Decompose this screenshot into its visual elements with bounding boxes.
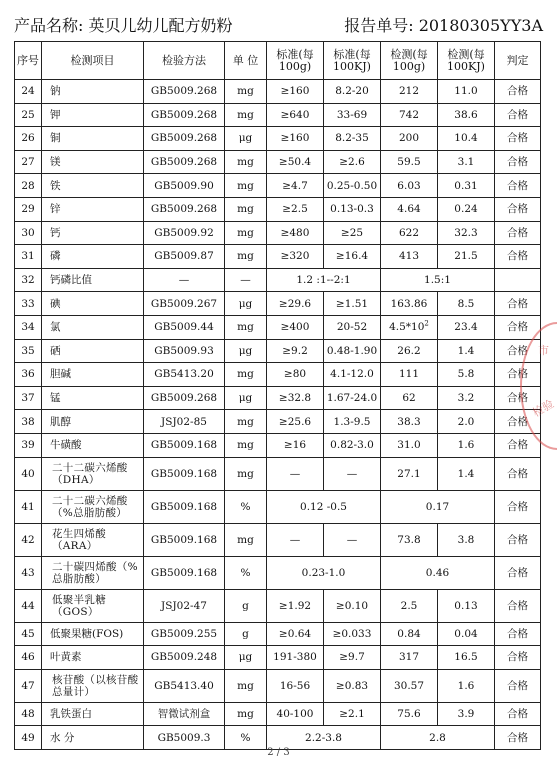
verdict: 合格 [495,622,541,646]
test-item: 二十碳四烯酸（%总脂肪酸） [42,556,144,589]
test-item: 钠 [42,80,144,104]
result-per-100kj: 1.6 [438,433,495,457]
result-per-100g: 38.3 [381,410,438,434]
col-header-item: 检测项目 [42,42,144,80]
unit: mg [225,433,267,457]
result-per-100kj: 16.5 [438,646,495,670]
row-number: 35 [15,339,42,363]
result-per-100g: 73.8 [381,523,438,556]
test-item: 铁 [42,174,144,198]
table-row [15,556,541,589]
result-per-100g: 4.64 [381,197,438,221]
standard-range: 0.12 -0.5 [267,490,381,523]
unit: mg [225,103,267,127]
result-per-100kj: 3.9 [438,702,495,726]
col-header-std-100g: 标准(每100g) [267,42,324,80]
test-method: GB5009.168 [144,523,225,556]
table-row [15,221,541,245]
row-number: 29 [15,197,42,221]
result-per-100g: 75.6 [381,702,438,726]
standard-per-100g: ≥9.2 [267,339,324,363]
standard-per-100kj: 0.13-0.3 [324,197,381,221]
verdict: 合格 [495,197,541,221]
row-number: 25 [15,103,42,127]
test-item: 钙 [42,221,144,245]
test-method: GB5413.40 [144,669,225,702]
row-number: 26 [15,127,42,151]
unit: mg [225,523,267,556]
unit: mg [225,457,267,490]
standard-per-100g: 16-56 [267,669,324,702]
table-row [15,410,541,434]
table-row [15,268,541,292]
report-number: 报告单号: 20180305YY3A [344,16,543,35]
table-row [15,523,541,556]
result-per-100kj: 5.8 [438,363,495,387]
row-number: 43 [15,556,42,589]
verdict: 合格 [495,339,541,363]
result-per-100g: $4.5*10^2$ [381,315,438,339]
result-per-100g: 62 [381,386,438,410]
result-per-100kj: 1.4 [438,339,495,363]
verdict: 合格 [495,315,541,339]
test-method: GB5009.44 [144,315,225,339]
verdict: 合格 [495,292,541,316]
standard-per-100kj: 0.48-1.90 [324,339,381,363]
table-row [15,245,541,269]
result-per-100kj: 0.31 [438,174,495,198]
standard-per-100kj: 4.1-12.0 [324,363,381,387]
table-row [15,292,541,316]
verdict: 合格 [495,457,541,490]
standard-per-100g: 40-100 [267,702,324,726]
standard-per-100g: 191-380 [267,646,324,670]
test-method: GB5009.248 [144,646,225,670]
verdict: 合格 [495,127,541,151]
verdict: 合格 [495,523,541,556]
verdict: 合格 [495,174,541,198]
standard-per-100kj: 0.25-0.50 [324,174,381,198]
table-row [15,150,541,174]
test-method: GB5009.168 [144,433,225,457]
row-number: 46 [15,646,42,670]
result-per-100g: 6.03 [381,174,438,198]
result-per-100kj: 1.4 [438,457,495,490]
col-header-method: 检验方法 [144,42,225,80]
standard-per-100g: ≥29.6 [267,292,324,316]
verdict: 合格 [495,589,541,622]
test-item: 碘 [42,292,144,316]
standard-per-100kj: 20-52 [324,315,381,339]
verdict: 合格 [495,245,541,269]
table-row [15,315,541,339]
product-name: 产品名称: 英贝儿幼儿配方奶粉 [14,16,233,35]
result-per-100g: 742 [381,103,438,127]
test-method: GB5009.268 [144,80,225,104]
table-row [15,363,541,387]
result-per-100kj: 0.04 [438,622,495,646]
table-row [15,622,541,646]
col-header-no: 序号 [15,42,42,80]
test-method: GB5009.168 [144,457,225,490]
test-method: GB5009.87 [144,245,225,269]
result-per-100g: 317 [381,646,438,670]
superscript-exponent: 2 [424,319,429,328]
unit: mg [225,197,267,221]
test-method: GB5009.3 [144,726,225,750]
result-per-100kj: 3.8 [438,523,495,556]
verdict: 合格 [495,386,541,410]
standard-per-100g: ≥2.5 [267,197,324,221]
result-per-100kj: 0.24 [438,197,495,221]
standard-range: 2.2-3.8 [267,726,381,750]
col-header-verdict: 判定 [495,42,541,80]
standard-per-100g: ≥0.64 [267,622,324,646]
result-per-100kj: 10.4 [438,127,495,151]
verdict: 合格 [495,646,541,670]
standard-per-100kj: — [324,457,381,490]
row-number: 42 [15,523,42,556]
table-row [15,174,541,198]
unit: g [225,622,267,646]
test-item: 肌醇 [42,410,144,434]
result-per-100kj: 32.3 [438,221,495,245]
row-number: 24 [15,80,42,104]
row-number: 28 [15,174,42,198]
row-number: 49 [15,726,42,750]
standard-per-100kj: ≥9.7 [324,646,381,670]
test-method: GB5009.268 [144,103,225,127]
test-item: 胆碱 [42,363,144,387]
result-value: 0.17 [381,490,495,523]
result-per-100kj: 1.6 [438,669,495,702]
standard-per-100kj: 33-69 [324,103,381,127]
test-item: 钙磷比值 [42,268,144,292]
result-per-100g: 26.2 [381,339,438,363]
result-per-100g: 413 [381,245,438,269]
test-item: 锰 [42,386,144,410]
unit: % [225,726,267,750]
stamp-text-top: 市 [538,344,549,357]
col-header-res-100g: 检测(每100g) [381,42,438,80]
unit: mg [225,221,267,245]
result-per-100g: 0.84 [381,622,438,646]
table-row [15,433,541,457]
standard-per-100kj: ≥1.51 [324,292,381,316]
unit: μg [225,339,267,363]
standard-per-100g: ≥50.4 [267,150,324,174]
standard-per-100g: — [267,457,324,490]
test-method: GB5009.90 [144,174,225,198]
row-number: 27 [15,150,42,174]
test-item: 低聚半乳糖（GOS） [42,589,144,622]
unit: μg [225,292,267,316]
table-row [15,103,541,127]
result-per-100g: 212 [381,80,438,104]
result-per-100g: 200 [381,127,438,151]
standard-per-100kj: ≥0.033 [324,622,381,646]
row-number: 32 [15,268,42,292]
test-method: GB5009.268 [144,127,225,151]
standard-per-100kj: 1.67-24.0 [324,386,381,410]
result-per-100kj: 38.6 [438,103,495,127]
standard-per-100kj: ≥2.1 [324,702,381,726]
table-row [15,339,541,363]
standard-per-100kj: ≥25 [324,221,381,245]
test-method: 智微试剂盒 [144,702,225,726]
stamp-text-bottom: 检验 [530,397,557,420]
test-item: 水 分 [42,726,144,750]
standard-per-100g: — [267,523,324,556]
result-per-100g: 31.0 [381,433,438,457]
test-method: GB5009.168 [144,490,225,523]
test-item: 二十二碳六烯酸（DHA） [42,457,144,490]
standard-per-100g: ≥32.8 [267,386,324,410]
standard-per-100kj: ≥0.83 [324,669,381,702]
standard-per-100kj: 8.2-20 [324,80,381,104]
test-item: 乳铁蛋白 [42,702,144,726]
test-method: GB5009.268 [144,386,225,410]
verdict: 合格 [495,490,541,523]
test-item: 低聚果糖(FOS) [42,622,144,646]
result-per-100kj: 11.0 [438,80,495,104]
unit: — [225,268,267,292]
row-number: 37 [15,386,42,410]
standard-per-100g: ≥400 [267,315,324,339]
result-value: 0.46 [381,556,495,589]
verdict: 合格 [495,80,541,104]
row-number: 41 [15,490,42,523]
row-number: 31 [15,245,42,269]
table-header-row [15,42,541,80]
test-method: GB5009.268 [144,150,225,174]
result-per-100kj: 23.4 [438,315,495,339]
result-per-100g: 59.5 [381,150,438,174]
standard-per-100kj: ≥16.4 [324,245,381,269]
table-row [15,669,541,702]
test-method: GB5009.268 [144,197,225,221]
verdict: 合格 [495,103,541,127]
result-value: 1.5:1 [381,268,495,292]
test-item: 核苷酸（以核苷酸总量计） [42,669,144,702]
test-method: GB5009.168 [144,556,225,589]
standard-per-100g: ≥160 [267,127,324,151]
row-number: 39 [15,433,42,457]
standard-per-100g: ≥1.92 [267,589,324,622]
unit: μg [225,127,267,151]
test-item: 钾 [42,103,144,127]
table-row [15,589,541,622]
row-number: 44 [15,589,42,622]
standard-per-100kj: ≥0.10 [324,589,381,622]
unit: mg [225,702,267,726]
test-method: GB5009.267 [144,292,225,316]
row-number: 40 [15,457,42,490]
test-method: — [144,268,225,292]
standard-per-100g: ≥480 [267,221,324,245]
row-number: 33 [15,292,42,316]
row-number: 36 [15,363,42,387]
result-per-100g: 27.1 [381,457,438,490]
unit: % [225,490,267,523]
result-per-100kj: 2.0 [438,410,495,434]
test-item: 叶黄素 [42,646,144,670]
unit: mg [225,150,267,174]
standard-range: 0.23-1.0 [267,556,381,589]
col-header-std-100kj: 标准(每100KJ) [324,42,381,80]
result-per-100kj: 21.5 [438,245,495,269]
unit: mg [225,410,267,434]
table-row [15,80,541,104]
standard-range: 1.2 :1--2:1 [267,268,381,292]
row-number: 38 [15,410,42,434]
result-per-100g: 622 [381,221,438,245]
test-item: 锌 [42,197,144,221]
page-number: 2 / 3 [267,747,290,758]
col-header-unit: 单 位 [225,42,267,80]
test-item: 铜 [42,127,144,151]
verdict: 合格 [495,150,541,174]
unit: mg [225,669,267,702]
test-item: 花生四烯酸（ARA） [42,523,144,556]
unit: μg [225,646,267,670]
unit: % [225,556,267,589]
standard-per-100g: ≥640 [267,103,324,127]
test-item: 镁 [42,150,144,174]
unit: mg [225,80,267,104]
table-row [15,197,541,221]
test-method: JSJ02-47 [144,589,225,622]
standard-per-100g: ≥160 [267,80,324,104]
test-method: JSJ02-85 [144,410,225,434]
verdict: 合格 [495,702,541,726]
test-method: GB5009.93 [144,339,225,363]
result-per-100g: 30.57 [381,669,438,702]
table-row [15,127,541,151]
result-per-100g: 163.86 [381,292,438,316]
result-per-100g: 111 [381,363,438,387]
test-item: 氯 [42,315,144,339]
result-per-100kj: 3.1 [438,150,495,174]
standard-per-100kj: — [324,523,381,556]
verdict: 合格 [495,726,541,750]
verdict [495,268,541,292]
unit: g [225,589,267,622]
test-item: 牛磺酸 [42,433,144,457]
row-number: 30 [15,221,42,245]
test-results-table [14,41,541,750]
verdict: 合格 [495,363,541,387]
standard-per-100g: ≥80 [267,363,324,387]
unit: mg [225,245,267,269]
table-row [15,386,541,410]
result-per-100g: 2.5 [381,589,438,622]
test-method: GB5009.255 [144,622,225,646]
verdict: 合格 [495,669,541,702]
verdict: 合格 [495,433,541,457]
col-header-res-100kj: 检测(每100KJ) [438,42,495,80]
standard-per-100g: ≥320 [267,245,324,269]
verdict: 合格 [495,221,541,245]
unit: mg [225,315,267,339]
result-value: 2.8 [381,726,495,750]
standard-per-100g: ≥4.7 [267,174,324,198]
standard-per-100g: ≥25.6 [267,410,324,434]
table-row [15,702,541,726]
result-per-100kj: 8.5 [438,292,495,316]
test-item: 硒 [42,339,144,363]
unit: mg [225,174,267,198]
standard-per-100kj: 1.3-9.5 [324,410,381,434]
result-per-100kj: 3.2 [438,386,495,410]
test-item: 二十二碳六烯酸（%总脂肪酸） [42,490,144,523]
table-row [15,490,541,523]
row-number: 47 [15,669,42,702]
table-row [15,457,541,490]
row-number: 34 [15,315,42,339]
standard-per-100kj: 0.82-3.0 [324,433,381,457]
unit: mg [225,363,267,387]
verdict: 合格 [495,556,541,589]
standard-per-100g: ≥16 [267,433,324,457]
row-number: 45 [15,622,42,646]
standard-per-100kj: ≥2.6 [324,150,381,174]
result-per-100kj: 0.13 [438,589,495,622]
test-method: GB5413.20 [144,363,225,387]
table-row [15,726,541,750]
unit: μg [225,386,267,410]
standard-per-100kj: 8.2-35 [324,127,381,151]
test-item: 磷 [42,245,144,269]
table-row [15,646,541,670]
row-number: 48 [15,702,42,726]
test-method: GB5009.92 [144,221,225,245]
verdict: 合格 [495,410,541,434]
report-header [14,7,543,37]
